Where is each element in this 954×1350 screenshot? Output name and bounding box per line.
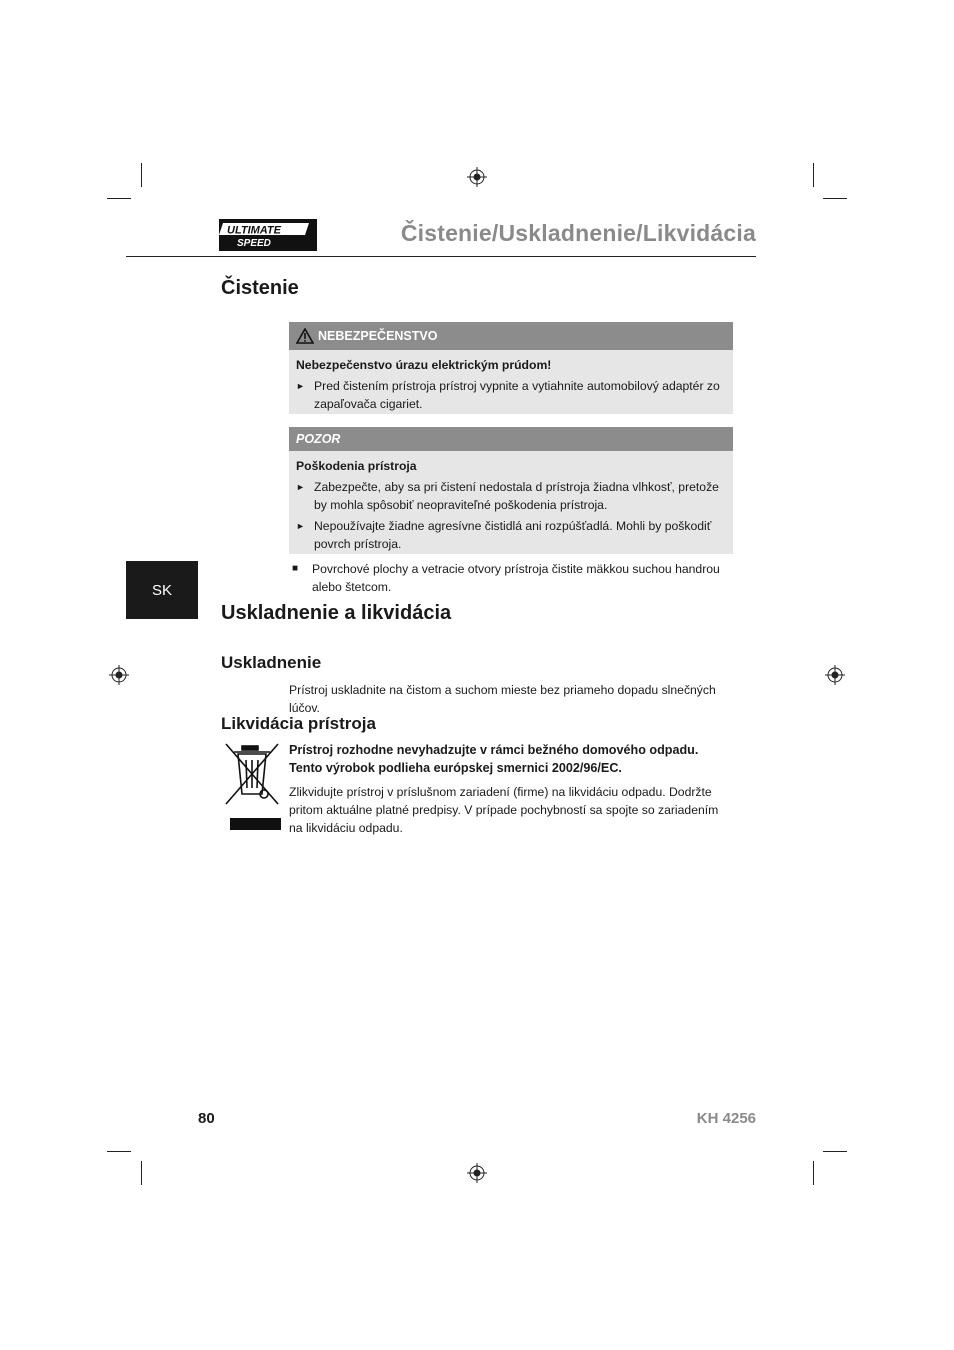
registration-mark-icon <box>467 167 487 187</box>
subheading-storage: Uskladnenie <box>221 653 322 672</box>
page-number: 80 <box>198 1110 215 1127</box>
square-bullet-icon: ■ <box>292 563 299 574</box>
danger-notice <box>289 322 733 414</box>
subheading-disposal: Likvidácia prístroja <box>221 714 376 733</box>
crop-mark <box>141 1161 142 1185</box>
registration-mark-icon <box>467 1163 487 1183</box>
caution-lead: Poškodenia prístroja <box>296 459 417 473</box>
warning-triangle-icon <box>296 328 314 344</box>
crossed-bin-icon <box>222 742 286 832</box>
crop-mark <box>813 163 814 187</box>
page-title: Čistenie/Uskladnenie/Likvidácia <box>400 220 756 246</box>
crop-mark <box>107 1151 131 1152</box>
storage-text: Prístroj uskladnite na čistom a suchom mieste bez priameho dopadu slnečných lúčov. <box>289 683 716 715</box>
model-number: KH 4256 <box>696 1110 756 1127</box>
arrow-bullet-icon: ► <box>296 381 305 391</box>
caution-notice <box>289 427 733 554</box>
caution-bullet-text: Nepoužívajte žiadne agresívne čistidlá ani rozpúšťadlá. Mohli by poškodiť povrch prístroja. <box>314 519 712 551</box>
danger-lead: Nebezpečenstvo úrazu elektrickým prúdom! <box>296 358 552 372</box>
brand-line1: ULTIMATE <box>227 224 281 237</box>
disposal-text: Zlikvidujte prístroj v príslušnom zariadení (firme) na likvidáciu odpadu. Dodržte pritom aktuálne platné predpisy. V prípade pochybností sa spojte so zariadením na likvidáciu odpadu. <box>289 785 719 835</box>
arrow-bullet-icon: ► <box>296 482 305 492</box>
section-heading-storage-disposal: Uskladnenie a likvidácia <box>221 602 452 624</box>
language-tab: SK <box>126 561 198 619</box>
crop-mark <box>813 1161 814 1185</box>
brand-logo <box>219 219 317 251</box>
caution-label: POZOR <box>296 432 341 446</box>
brand-line2: SPEED <box>237 238 271 249</box>
cleaning-note-text: Povrchové plochy a vetracie otvory prístroja čistite mäkkou suchou handrou alebo štetcom. <box>312 562 720 594</box>
danger-bullet-text: Pred čistením prístroja prístroj vypnite a vytiahnite automobilový adaptér zo zapaľovača cigariet. <box>314 379 720 411</box>
crop-mark <box>107 198 131 199</box>
cleaning-note <box>292 560 734 596</box>
danger-label: NEBEZPEČENSTVO <box>318 329 438 343</box>
crop-mark <box>823 1151 847 1152</box>
crop-mark <box>823 198 847 199</box>
registration-mark-icon <box>109 665 129 685</box>
header-divider <box>126 256 756 257</box>
section-heading-cleaning: Čistenie <box>221 277 299 299</box>
list-item <box>296 478 726 514</box>
crop-mark <box>141 163 142 187</box>
danger-notice-header <box>289 322 733 350</box>
list-item <box>296 377 726 413</box>
arrow-bullet-icon: ► <box>296 521 305 531</box>
registration-mark-icon <box>825 665 845 685</box>
disposal-warning: Prístroj rozhodne nevyhadzujte v rámci bežného domového odpadu. Tento výrobok podlieha európskej smernici 2002/96/EC. <box>289 743 699 775</box>
caution-notice-header <box>289 427 733 451</box>
list-item <box>296 517 726 553</box>
caution-bullet-text: Zabezpečte, aby sa pri čistení nedostala d prístroja žiadna vlhkosť, pretože by mohla spôsobiť neopraviteľné poškodenia prístroja. <box>314 480 719 512</box>
